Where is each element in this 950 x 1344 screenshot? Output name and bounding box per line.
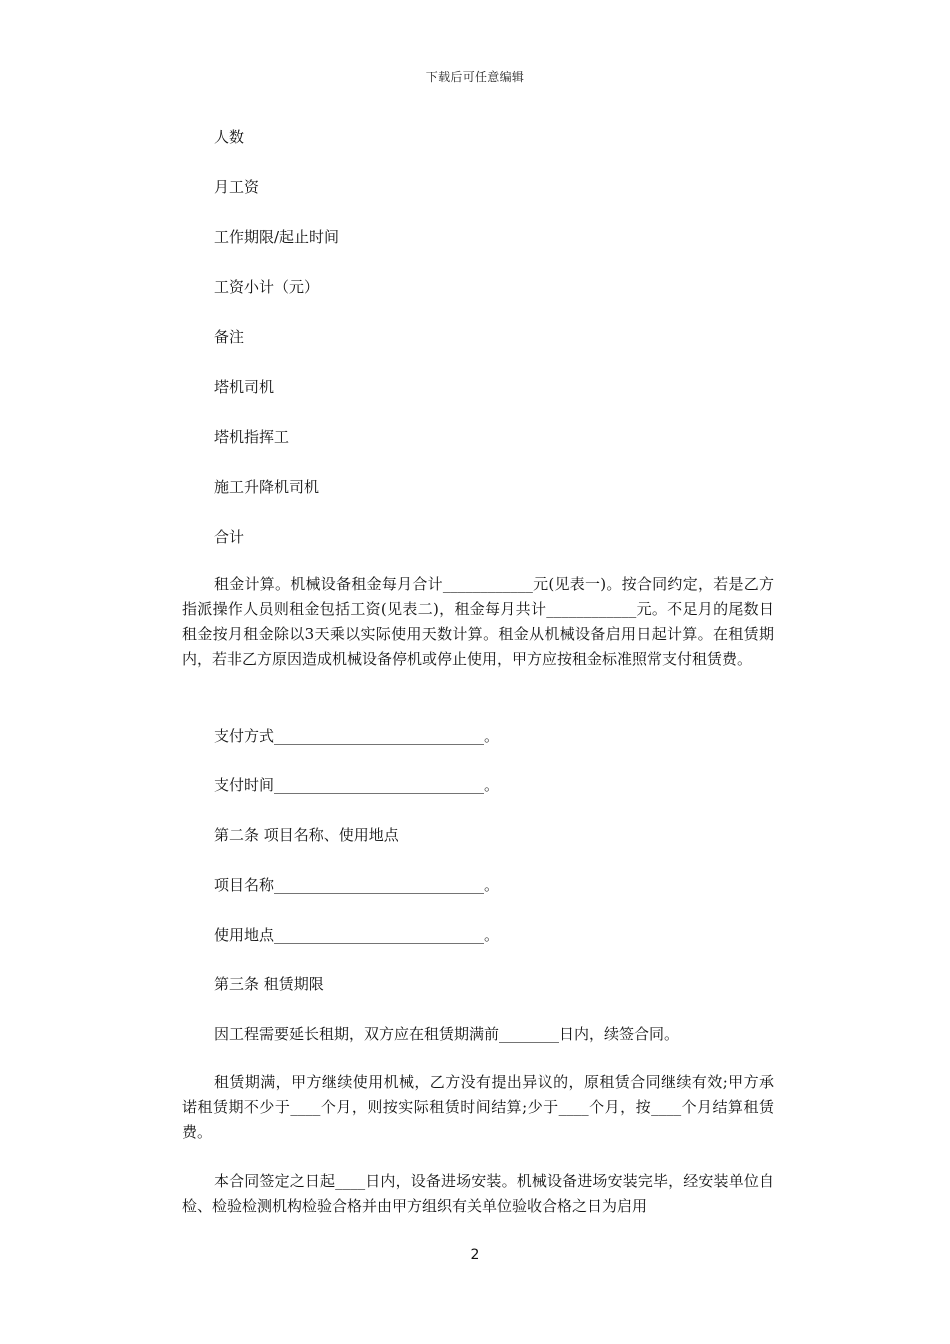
article-3-title: 第三条 租赁期限 bbox=[214, 975, 324, 993]
table-item-remarks: 备注 bbox=[214, 328, 245, 346]
table-item-hoist-driver: 施工升降机司机 bbox=[214, 478, 320, 496]
use-location-line: 使用地点____________________________。 bbox=[214, 926, 500, 944]
lease-expiry-paragraph: 租赁期满，甲方继续使用机械，乙方没有提出异议的，原租赁合同继续有效;甲方承诺租赁期不少于____个月，则按实际租赁时间结算;少于____个月，按____个月结算租赁费。 bbox=[182, 1073, 774, 1141]
page-number: 2 bbox=[470, 1247, 480, 1263]
lease-extension-line: 因工程需要延长租期，双方应在租赁期满前________日内，续签合同。 bbox=[214, 1025, 680, 1043]
table-item-monthly-wage: 月工资 bbox=[214, 178, 260, 196]
table-item-wage-subtotal: 工资小计（元） bbox=[214, 278, 320, 296]
payment-time-line: 支付时间____________________________。 bbox=[214, 776, 500, 794]
rent-calculation-paragraph: 租金计算。机械设备租金每月合计____________元(见表一)。按合同约定，若是乙方指派操作人员则租金包括工资(见表二)，租金每月共计____________元。不足月的尾数日租金按月租金除以3天乘以实际使用天数计算。租金从机械设备启用日起计算。在租赁期内，若非乙方原因造成机械设备停机或停止使用，甲方应按租金标准照常支付租赁费。 bbox=[182, 575, 774, 668]
payment-method-line: 支付方式____________________________。 bbox=[214, 727, 500, 745]
table-item-tower-crane-driver: 塔机司机 bbox=[214, 378, 275, 396]
table-item-work-period: 工作期限/起止时间 bbox=[214, 228, 340, 246]
table-item-tower-crane-signaler: 塔机指挥工 bbox=[214, 428, 290, 446]
table-item-headcount: 人数 bbox=[214, 128, 245, 146]
installation-paragraph: 本合同签定之日起____日内，设备进场安装。机械设备进场安装完毕，经安装单位自检、检验检测机构检验合格并由甲方组织有关单位验收合格之日为启用 bbox=[182, 1172, 774, 1215]
article-2-title: 第二条 项目名称、使用地点 bbox=[214, 826, 399, 844]
project-name-line: 项目名称____________________________。 bbox=[214, 876, 500, 894]
table-item-total: 合计 bbox=[214, 528, 245, 546]
page-header: 下载后可任意编辑 bbox=[425, 70, 525, 84]
